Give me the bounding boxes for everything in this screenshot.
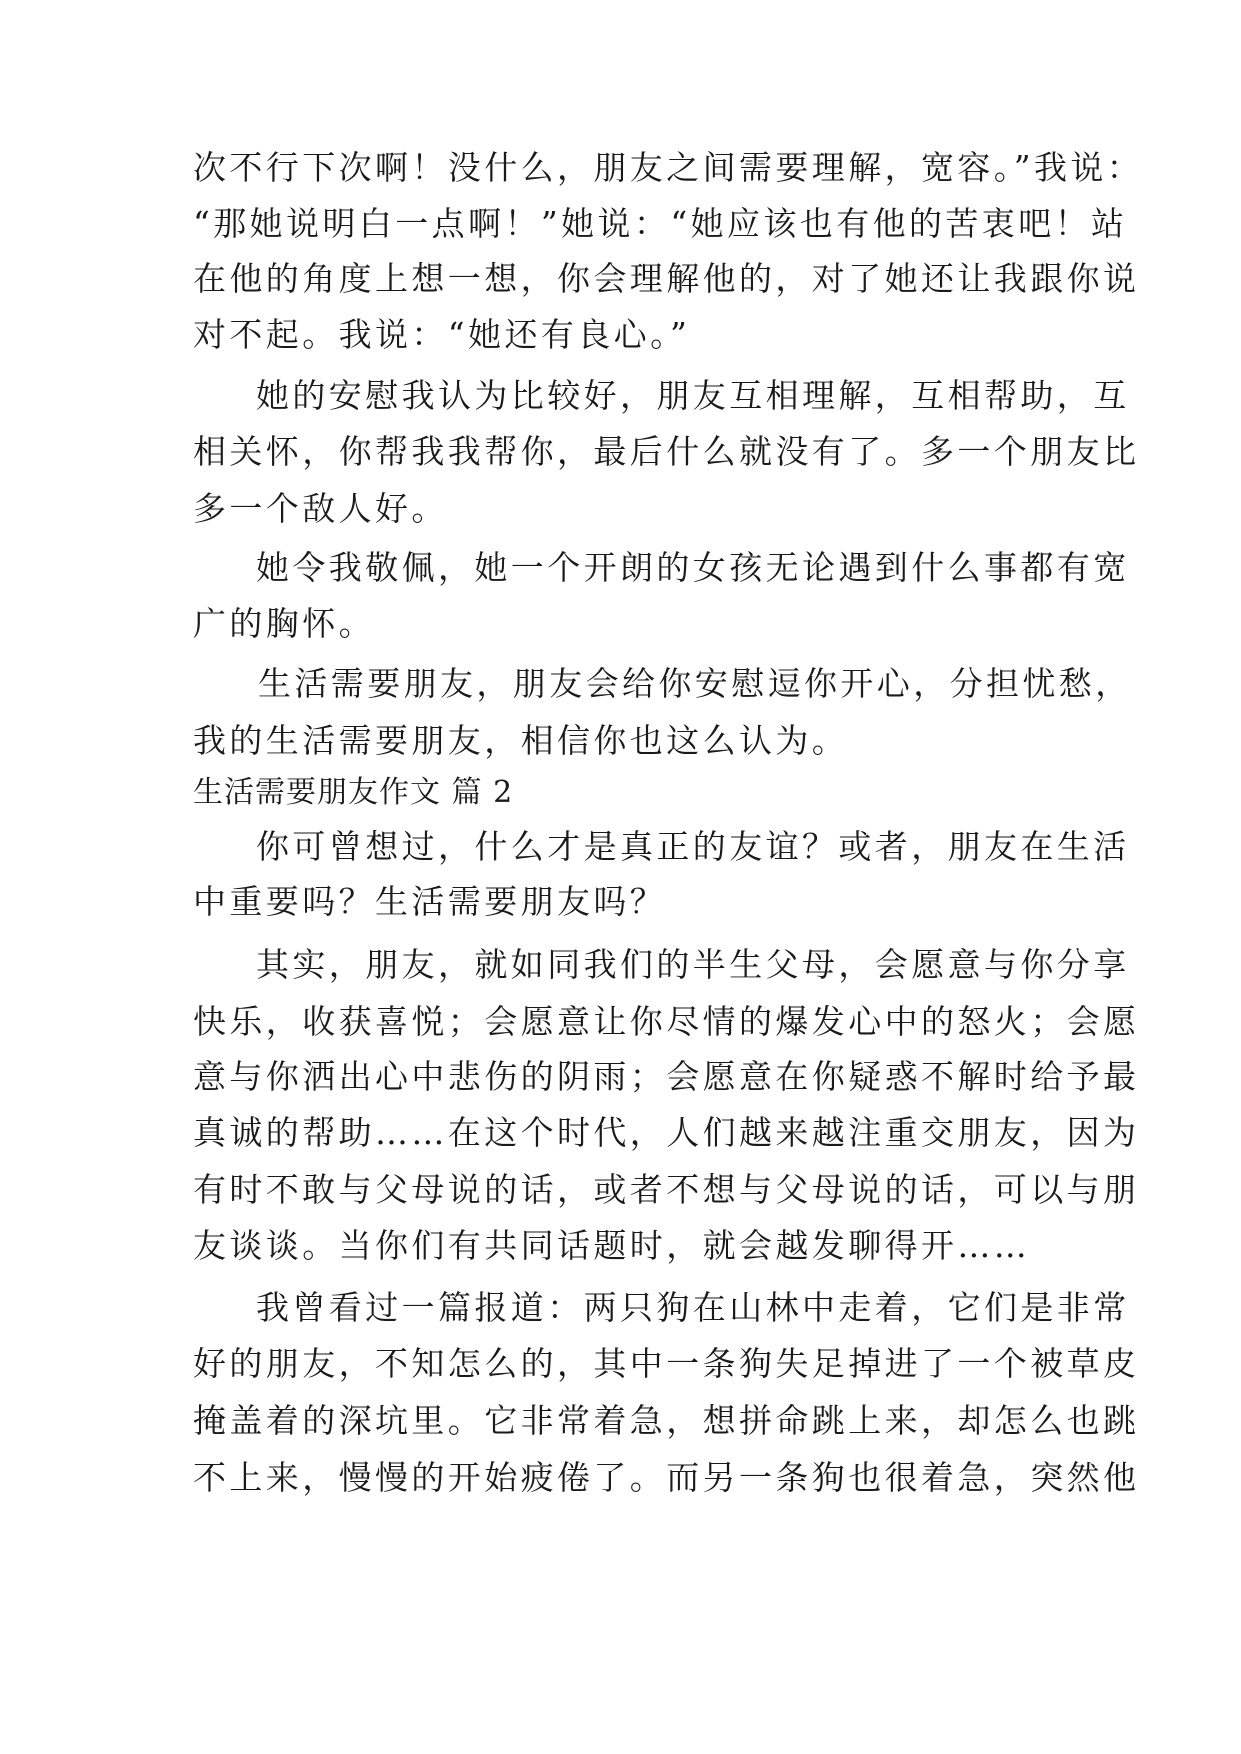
text-line: 她令我敬佩，她一个开朗的女孩无论遇到什么事都有宽 [256,548,1130,587]
text-line: 我的生活需要朋友，相信你也这么认为。 [193,721,849,760]
text-line: 对不起。我说：“她还有良心。” [193,315,691,354]
text-line: 相关怀，你帮我我帮你，最后什么就没有了。多一个朋友比 [193,432,1140,471]
text-line: 次不行下次啊！没什么，朋友之间需要理解，宽容。”我说： [193,148,1144,187]
text-line: 她的安慰我认为比较好，朋友互相理解，互相帮助，互 [256,376,1130,415]
text-line: 我曾看过一篇报道：两只狗在山林中走着，它们是非常 [256,1288,1130,1327]
text-line: “那她说明白一点啊！”她说：“她应该也有他的苦衷吧！站 [193,204,1128,243]
text-line: 掩盖着的深坑里。它非常着急，想拼命跳上来，却怎么也跳 [193,1401,1140,1440]
text-line: 在他的角度上想一想，你会理解他的，对了她还让我跟你说 [193,259,1140,298]
text-line: 你可曾想过，什么才是真正的友谊？或者，朋友在生活 [256,827,1130,866]
text-line: 好的朋友，不知怎么的，其中一条狗失足掉进了一个被草皮 [193,1344,1140,1383]
text-line: 生活需要朋友，朋友会给你安慰逗你开心，分担忧愁， [258,664,1132,703]
text-line: 中重要吗？生活需要朋友吗？ [193,882,667,921]
text-line: 快乐，收获喜悦；会愿意让你尽情的爆发心中的怒火；会愿 [193,1002,1140,1041]
text-line: 友谈谈。当你们有共同话题时，就会越发聊得开…… [193,1226,1031,1265]
section-heading: 生活需要朋友作文 篇 2 [193,775,514,810]
text-line: 多一个敌人好。 [193,489,448,528]
text-line: 真诚的帮助……在这个时代，人们越来越注重交朋友，因为 [193,1113,1140,1152]
text-line: 广的胸怀。 [193,604,375,643]
text-line: 不上来，慢慢的开始疲倦了。而另一条狗也很着急，突然他 [193,1458,1140,1497]
text-line: 其实，朋友，就如同我们的半生父母，会愿意与你分享 [256,945,1130,984]
text-line: 有时不敢与父母说的话，或者不想与父母说的话，可以与朋 [193,1170,1140,1209]
text-line: 意与你洒出心中悲伤的阴雨；会愿意在你疑惑不解时给予最 [193,1057,1140,1096]
